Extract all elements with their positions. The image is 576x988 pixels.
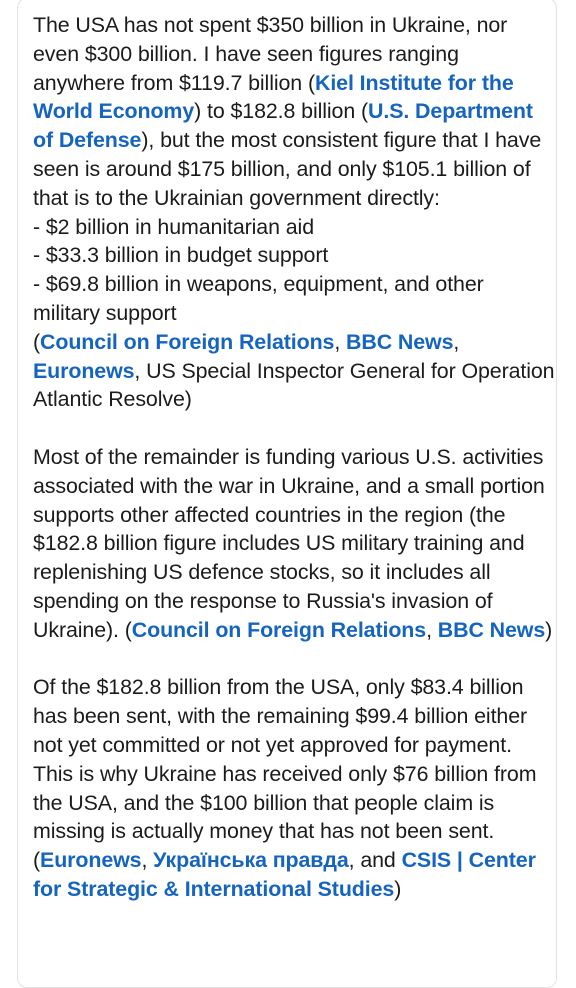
text: The USA has not spent $350 billion in Ukraine, nor even $300 billion. I have seen figures ranging anywhere from $119.7 billion ( [33,13,508,95]
link-bbc-news[interactable]: BBC News [346,329,454,354]
separator: , [426,617,438,642]
text: Of the $182.8 billion from the USA, only $83.4 billion has been sent, with the remaining $99.4 billion either not yet committed or not yet approved for payment. This is why Ukraine has received only $76 billion from the USA, and the $100 billion that people claim is missing is actually money that has not been sent. ( [33,675,537,873]
separator: , [453,329,460,354]
text: ) to $182.8 billion ( [194,99,369,124]
separator: , and [348,848,402,873]
text: ) [394,876,402,901]
link-euronews[interactable]: Euronews [33,358,135,383]
link-us-department-of-defense[interactable]: U.S. Department of Defense [33,99,533,153]
paragraph-3 [33,673,555,903]
separator: , [141,848,154,873]
text: ) [545,617,553,642]
text: ( [33,329,41,354]
link-euronews[interactable]: Euronews [40,848,142,873]
post-body [33,11,555,904]
link-ukrainska-pravda[interactable]: Українська правда [153,848,349,873]
link-kiel-institute[interactable]: Kiel Institute for the World Economy [33,70,514,124]
paragraph-2 [33,443,555,645]
link-csis[interactable]: CSIS | Center for Strategic & International Studies [33,848,536,901]
link-bbc-news[interactable]: BBC News [437,617,546,642]
link-council-on-foreign-relations[interactable]: Council on Foreign Relations [40,329,335,354]
text: ), but the most consistent figure that I have seen is around $175 billion, and only $105.1 billion of that is to the Ukrainian government directly: [33,128,542,210]
bullet-budget-support: - $33.3 billion in budget support [33,243,329,268]
bullet-humanitarian-aid: - $2 billion in humanitarian aid [33,214,314,239]
text: Most of the remainder is funding various U.S. activities associated with the war in Ukraine, and a small portion supports other affected countries in the region (the $182.8 billion figure includes US military training and replenishing US defence stocks, so it includes all spending on the response to Russia's invasion of Ukraine). ( [33,444,545,642]
paragraph-1 [33,11,555,414]
bullet-military-support: - $69.8 billion in weapons, equipment, and other military support [33,272,484,325]
link-council-on-foreign-relations[interactable]: Council on Foreign Relations [131,617,427,642]
separator: , [334,329,347,354]
text: , US Special Inspector General for Operation Atlantic Resolve) [33,358,555,412]
